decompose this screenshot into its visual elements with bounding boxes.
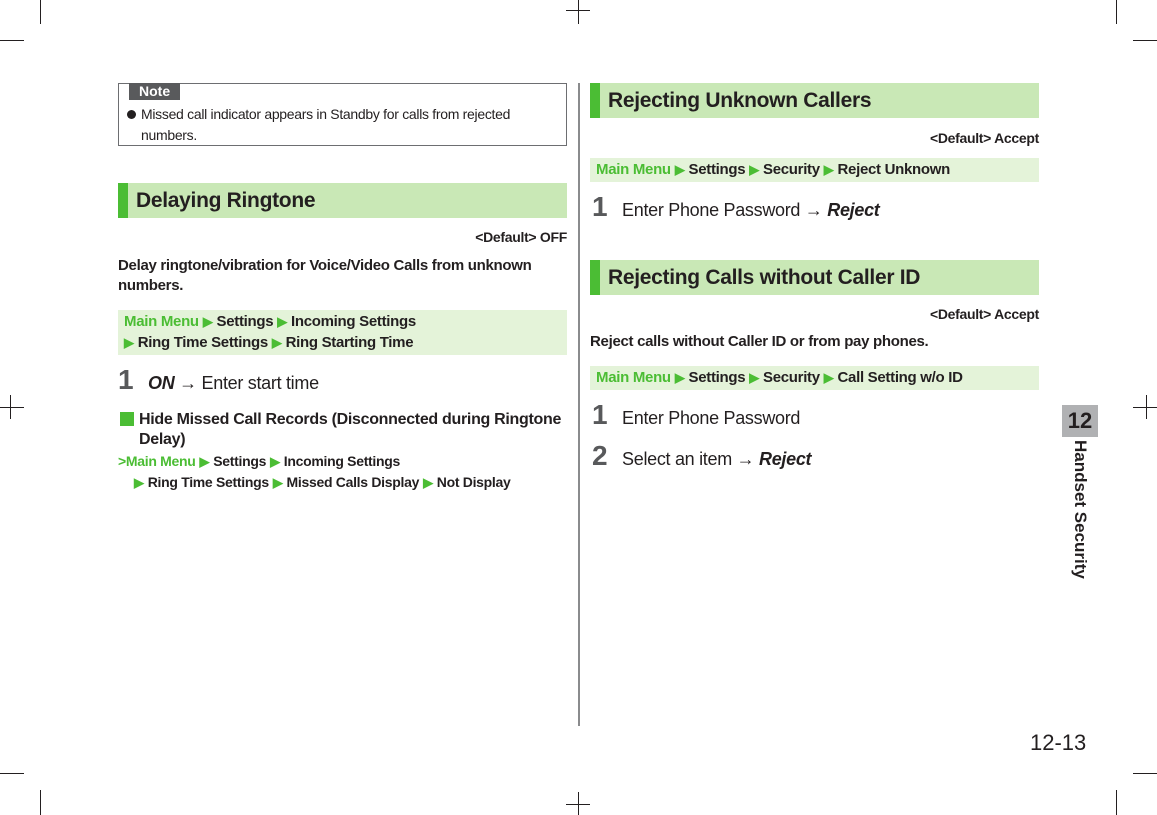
step-option: Reject — [827, 200, 880, 220]
menu-path — [590, 366, 1039, 390]
chapter-title-text: Handset Security — [1071, 440, 1090, 579]
step-number: 1 — [592, 191, 608, 222]
section-heading: Rejecting Calls without Caller ID — [590, 260, 1039, 295]
path-item: Incoming Settings — [283, 453, 401, 469]
path-item: Security — [763, 161, 820, 178]
default-value: <Default> OFF — [475, 229, 567, 245]
triangle-icon: ▶ — [674, 370, 685, 385]
path-item: Main Menu — [596, 161, 671, 178]
page-number: 12-13 — [1030, 730, 1087, 755]
step-option: Reject — [759, 449, 812, 469]
crop-mark — [40, 790, 41, 815]
path-item: Ring Starting Time — [285, 334, 414, 351]
step-number: 2 — [592, 440, 608, 471]
path-item: Main Menu — [125, 453, 196, 469]
note-box — [118, 83, 567, 146]
arrow-icon: → — [736, 449, 755, 469]
path-item: Not Display — [436, 474, 511, 490]
path-item: Settings — [688, 161, 746, 178]
crop-mark — [0, 773, 24, 774]
path-item: Settings — [688, 369, 746, 386]
step-option: ON — [148, 373, 175, 393]
path-item: Ring Time Settings — [137, 334, 268, 351]
step-text: Enter Phone Password — [622, 200, 801, 220]
menu-path — [590, 158, 1039, 182]
crop-mark — [0, 407, 24, 408]
step-2 — [592, 440, 811, 472]
triangle-icon: ▶ — [271, 335, 282, 350]
crop-mark — [1133, 407, 1157, 408]
triangle-icon: ▶ — [749, 370, 759, 385]
column-divider — [578, 83, 580, 726]
step-number: 1 — [118, 364, 134, 395]
step-text: Enter start time — [201, 373, 319, 393]
triangle-icon: ▶ — [823, 370, 834, 385]
section-heading: Rejecting Unknown Callers — [590, 83, 1039, 118]
step-1 — [118, 364, 319, 396]
bullet-icon — [127, 110, 136, 119]
triangle-icon: ▶ — [423, 475, 433, 490]
default-value: <Default> Accept — [929, 306, 1039, 322]
triangle-icon: ▶ — [270, 454, 280, 469]
note-tag: Note — [129, 83, 180, 100]
step-text: Enter Phone Password — [622, 408, 801, 428]
triangle-icon: ▶ — [202, 314, 213, 329]
default-value: <Default> Accept — [929, 130, 1039, 146]
path-item: Settings — [213, 453, 267, 469]
sub-heading: Hide Missed Call Records (Disconnected during Ringtone Delay) — [139, 411, 562, 448]
step-1 — [592, 399, 800, 431]
crop-mark — [1146, 395, 1147, 419]
path-item: Ring Time Settings — [147, 474, 269, 490]
section-heading: Delaying Ringtone — [118, 183, 567, 218]
triangle-icon: ▶ — [674, 162, 685, 177]
description: Delay ringtone/vibration for Voice/Video Calls from unknown numbers. — [118, 257, 532, 294]
crop-mark — [1133, 40, 1157, 41]
triangle-icon: ▶ — [124, 335, 134, 350]
crop-mark — [40, 0, 41, 24]
crop-mark — [1133, 773, 1157, 774]
crop-mark — [10, 395, 11, 419]
path-item: Missed Calls Display — [286, 474, 420, 490]
crop-mark — [0, 40, 24, 41]
step-text: Select an item — [622, 449, 732, 469]
triangle-icon: ▶ — [272, 475, 283, 490]
path-item: Main Menu — [124, 313, 199, 330]
step-number: 1 — [592, 399, 608, 430]
chapter-title — [1062, 440, 1098, 580]
square-bullet-icon — [120, 412, 134, 426]
triangle-icon: ▶ — [749, 162, 759, 177]
triangle-icon: ▶ — [134, 475, 144, 490]
sub-menu-path — [118, 451, 510, 493]
crop-mark — [566, 10, 590, 11]
path-item: Incoming Settings — [291, 313, 416, 330]
path-item: Main Menu — [596, 369, 671, 386]
crop-mark — [1116, 790, 1117, 815]
path-item: Security — [763, 369, 820, 386]
crop-mark — [578, 0, 579, 24]
description: Reject calls without Caller ID or from pay phones. — [590, 333, 929, 350]
crop-mark — [566, 804, 590, 805]
chevron-right-icon: > — [118, 453, 126, 469]
path-item: Call Setting w/o ID — [837, 369, 963, 386]
crop-mark — [1116, 0, 1117, 24]
triangle-icon: ▶ — [823, 162, 834, 177]
chapter-number-tab: 12 — [1062, 405, 1098, 437]
arrow-icon: → — [179, 373, 197, 393]
menu-path — [118, 310, 567, 355]
arrow-icon: → — [804, 200, 823, 220]
triangle-icon: ▶ — [199, 454, 210, 469]
path-item: Reject Unknown — [837, 161, 950, 178]
step-1 — [592, 191, 879, 223]
note-text: Missed call indicator appears in Standby for calls from rejected numbers. — [141, 106, 511, 143]
triangle-icon: ▶ — [277, 314, 287, 329]
path-item: Settings — [216, 313, 274, 330]
